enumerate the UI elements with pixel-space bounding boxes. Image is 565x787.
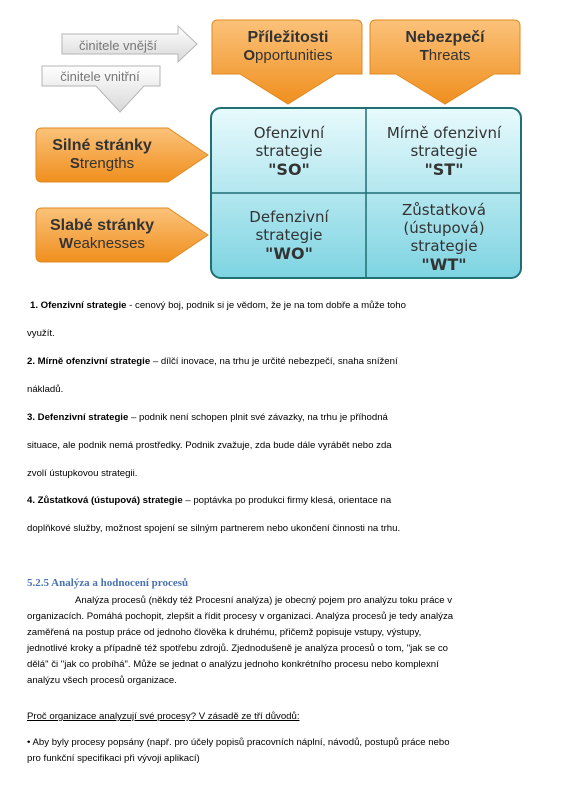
list-item-4-line-2: doplňkové služby, možnost spojení se silným partnerem nebo ukončení činnosti na trhu. bbox=[27, 523, 401, 534]
threats-cz: Nebezpečí bbox=[405, 29, 485, 46]
strengths-block bbox=[36, 128, 208, 182]
bullet-line: • Aby byly procesy popsány (např. pro účely popisů pracovních náplní, návodů, postupů práce nebo bbox=[27, 737, 450, 748]
list-item-3-title: 3. Defenzivní strategie bbox=[27, 412, 129, 423]
svg-text:strategie: strategie bbox=[255, 142, 323, 160]
strengths-en: Strengths bbox=[69, 155, 135, 172]
paragraph-line: organizacích. Pomáhá pochopit, zlepšit a řídit procesy v organizaci. Analýza procesů je tedy analýza bbox=[27, 611, 454, 622]
paragraph-line: jednotlivé kroky a případně též spotřebu zdrojů. Zjednodušeně je analýza procesů o tom, "jak se co bbox=[27, 643, 448, 654]
opportunities-en: Opportunities bbox=[243, 47, 333, 64]
svg-text:"ST": "ST" bbox=[424, 160, 464, 179]
paragraph-line: analýzu všech procesů organizace. bbox=[27, 675, 177, 686]
list-item-2-line-1 bbox=[27, 355, 398, 368]
list-item-1-line-2: využít. bbox=[27, 328, 55, 339]
svg-text:(ústupová): (ústupová) bbox=[403, 219, 485, 237]
list-item-2-title: 2. Mírně ofenzivní strategie bbox=[27, 356, 151, 367]
list-item-3-line-3: zvolí ústupkovou strategii. bbox=[27, 468, 138, 479]
threats-block bbox=[370, 20, 520, 104]
svg-text:strategie: strategie bbox=[410, 142, 478, 160]
swot-diagram bbox=[0, 0, 565, 290]
svg-text:Zůstatková: Zůstatková bbox=[402, 201, 486, 219]
section-heading: 5.2.5 Analýza a hodnocení procesů bbox=[27, 577, 189, 589]
svg-text:strategie: strategie bbox=[410, 237, 478, 255]
svg-text:"SO": "SO" bbox=[268, 160, 310, 179]
external-factors-arrow bbox=[62, 26, 197, 62]
weaknesses-cz: Slabé stránky bbox=[49, 217, 155, 234]
paragraph-line: dělá" či "jak co probíhá". Může se jednat o analýzu jednoho konkrétního procesu nebo komplexní bbox=[27, 659, 439, 670]
list-item-4-title: 4. Zůstatková (ústupová) strategie bbox=[27, 495, 183, 506]
strategy-grid bbox=[211, 108, 521, 278]
list-item-3-line-2: situace, ale podnik nemá prostředky. Podnik zvažuje, zda bude dále vyrábět nebo zda bbox=[27, 440, 392, 451]
section-paragraph bbox=[27, 593, 527, 689]
question-line: Proč organizace analyzují své procesy? V zásadě ze tří důvodů: bbox=[27, 711, 300, 722]
paragraph-line: Analýza procesů (někdy též Procesní analýza) je obecný pojem pro analýzu toku práce v bbox=[75, 595, 453, 606]
internal-factors-label: činitele vnitřní bbox=[60, 69, 140, 84]
weaknesses-block bbox=[36, 208, 208, 262]
internal-factors-arrow bbox=[42, 66, 160, 112]
list-item-2-text: – dílčí inovace, na trhu je určité nebezpečí, snaha snížení bbox=[150, 356, 398, 367]
svg-text:strategie: strategie bbox=[255, 226, 323, 244]
svg-text:Ofenzivní: Ofenzivní bbox=[253, 124, 325, 142]
paragraph-line: zaměřená na postup práce od jednoho člověka k druhému, přičemž popisuje vstupy, výstupy, bbox=[27, 627, 422, 638]
threats-en: Threats bbox=[419, 47, 471, 64]
list-item-2-line-2: nákladů. bbox=[27, 384, 64, 395]
list-item-1-text: - cenový boj, podnik si je vědom, že je na tom dobře a může toho bbox=[126, 300, 406, 311]
list-item-3-text: – podnik není schopen plnit své závazky, na trhu je příhodná bbox=[128, 412, 388, 423]
svg-text:Defenzivní: Defenzivní bbox=[249, 208, 329, 226]
list-item-1-line-1 bbox=[30, 299, 406, 312]
strengths-cz: Silné stránky bbox=[52, 137, 152, 154]
svg-text:"WT": "WT" bbox=[421, 255, 467, 274]
list-item-1-title: 1. Ofenzivní strategie bbox=[30, 300, 127, 311]
list-item-4-text: – poptávka po produkci firmy klesá, orientace na bbox=[182, 495, 392, 506]
list-item-3-line-1 bbox=[27, 411, 388, 424]
opportunities-cz: Příležitosti bbox=[247, 29, 329, 46]
list-item-4-line-1 bbox=[27, 494, 391, 507]
opportunities-block bbox=[212, 20, 362, 104]
weaknesses-en: Weaknesses bbox=[59, 235, 145, 252]
bullet-item bbox=[27, 735, 527, 767]
svg-text:"WO": "WO" bbox=[265, 244, 313, 263]
external-factors-label: činitele vnější bbox=[78, 38, 158, 53]
svg-text:Mírně ofenzivní: Mírně ofenzivní bbox=[386, 124, 502, 142]
bullet-line: pro funkční specifikaci při vývoji aplikací) bbox=[27, 753, 200, 764]
